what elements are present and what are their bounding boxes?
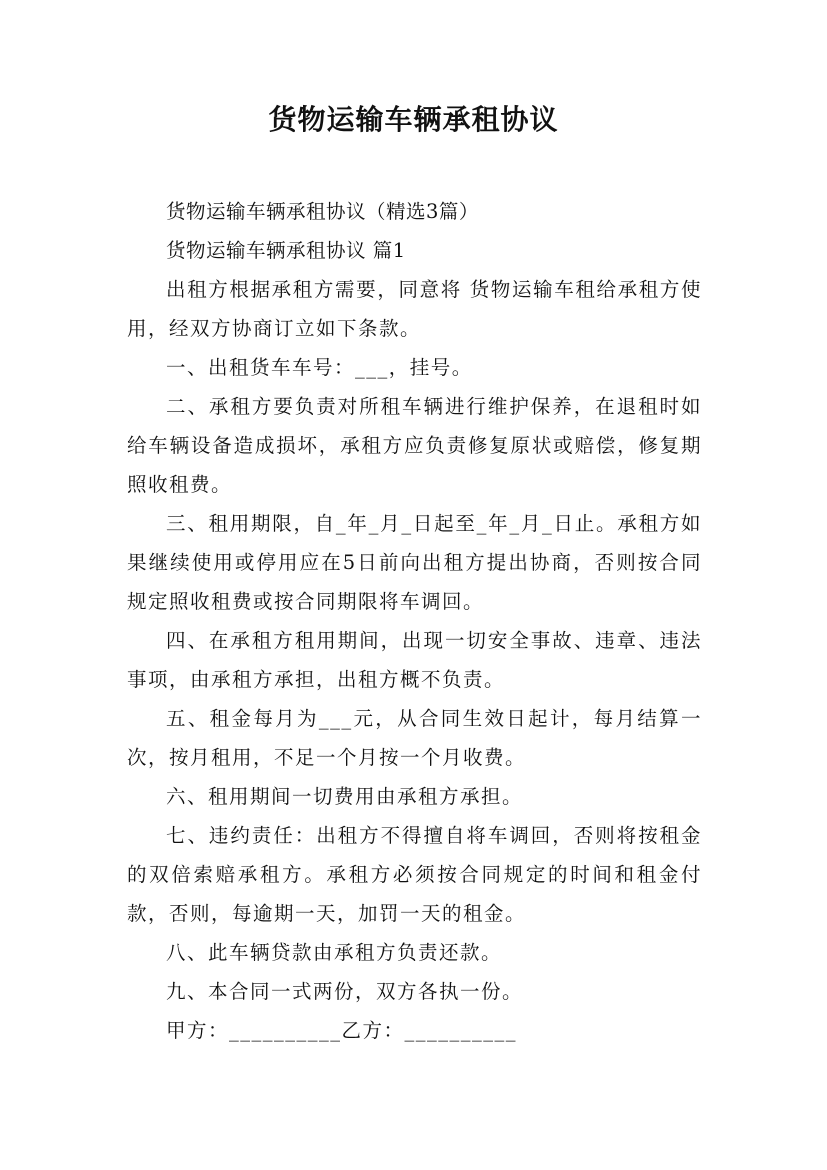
paragraph-intro: 出租方根据承租方需要，同意将 货物运输车租给承租方使用，经双方协商订立如下条款。: [127, 278, 702, 340]
clause-2: 二、承租方要负责对所租车辆进行维护保养，在退租时如给车辆设备造成损坏，承租方应负责修复原状或赔偿，修复期照收租费。: [127, 395, 702, 496]
section-heading: 货物运输车辆承租协议 篇1: [166, 239, 406, 262]
clause-9: 九、本合同一式两份，双方各执一份。: [166, 980, 524, 1003]
clause-8: 八、此车辆贷款由承租方负责还款。: [166, 941, 503, 964]
clause-4: 四、在承租方租用期间，出现一切安全事故、违章、违法事项，由承租方承担，出租方概不负责。: [127, 629, 702, 691]
clause-7: 七、违约责任：出租方不得擅自将车调回，否则将按租金的双倍索赔承租方。承租方必须按合同规定的时间和租金付款，否则，每逾期一天，加罚一天的租金。: [127, 824, 702, 925]
document-body: [127, 192, 702, 1050]
document-title: 货物运输车辆承租协议: [268, 103, 559, 136]
document-subtitle: 货物运输车辆承租协议（精选3篇）: [166, 200, 479, 223]
clause-1: 一、出租货车车号：___，挂号。: [166, 356, 473, 379]
clause-5: 五、租金每月为___元，从合同生效日起计，每月结算一次，按月租用，不足一个月按一个月收费。: [127, 707, 702, 769]
signature-line: 甲方：__________乙方：__________: [166, 1019, 518, 1042]
clause-6: 六、租用期间一切费用由承租方承担。: [166, 785, 524, 808]
clause-3: 三、租用期限，自_年_月_日起至_年_月_日止。承租方如果继续使用或停用应在5日前向出租方提出协商，否则按合同规定照收租费或按合同期限将车调回。: [127, 512, 702, 613]
